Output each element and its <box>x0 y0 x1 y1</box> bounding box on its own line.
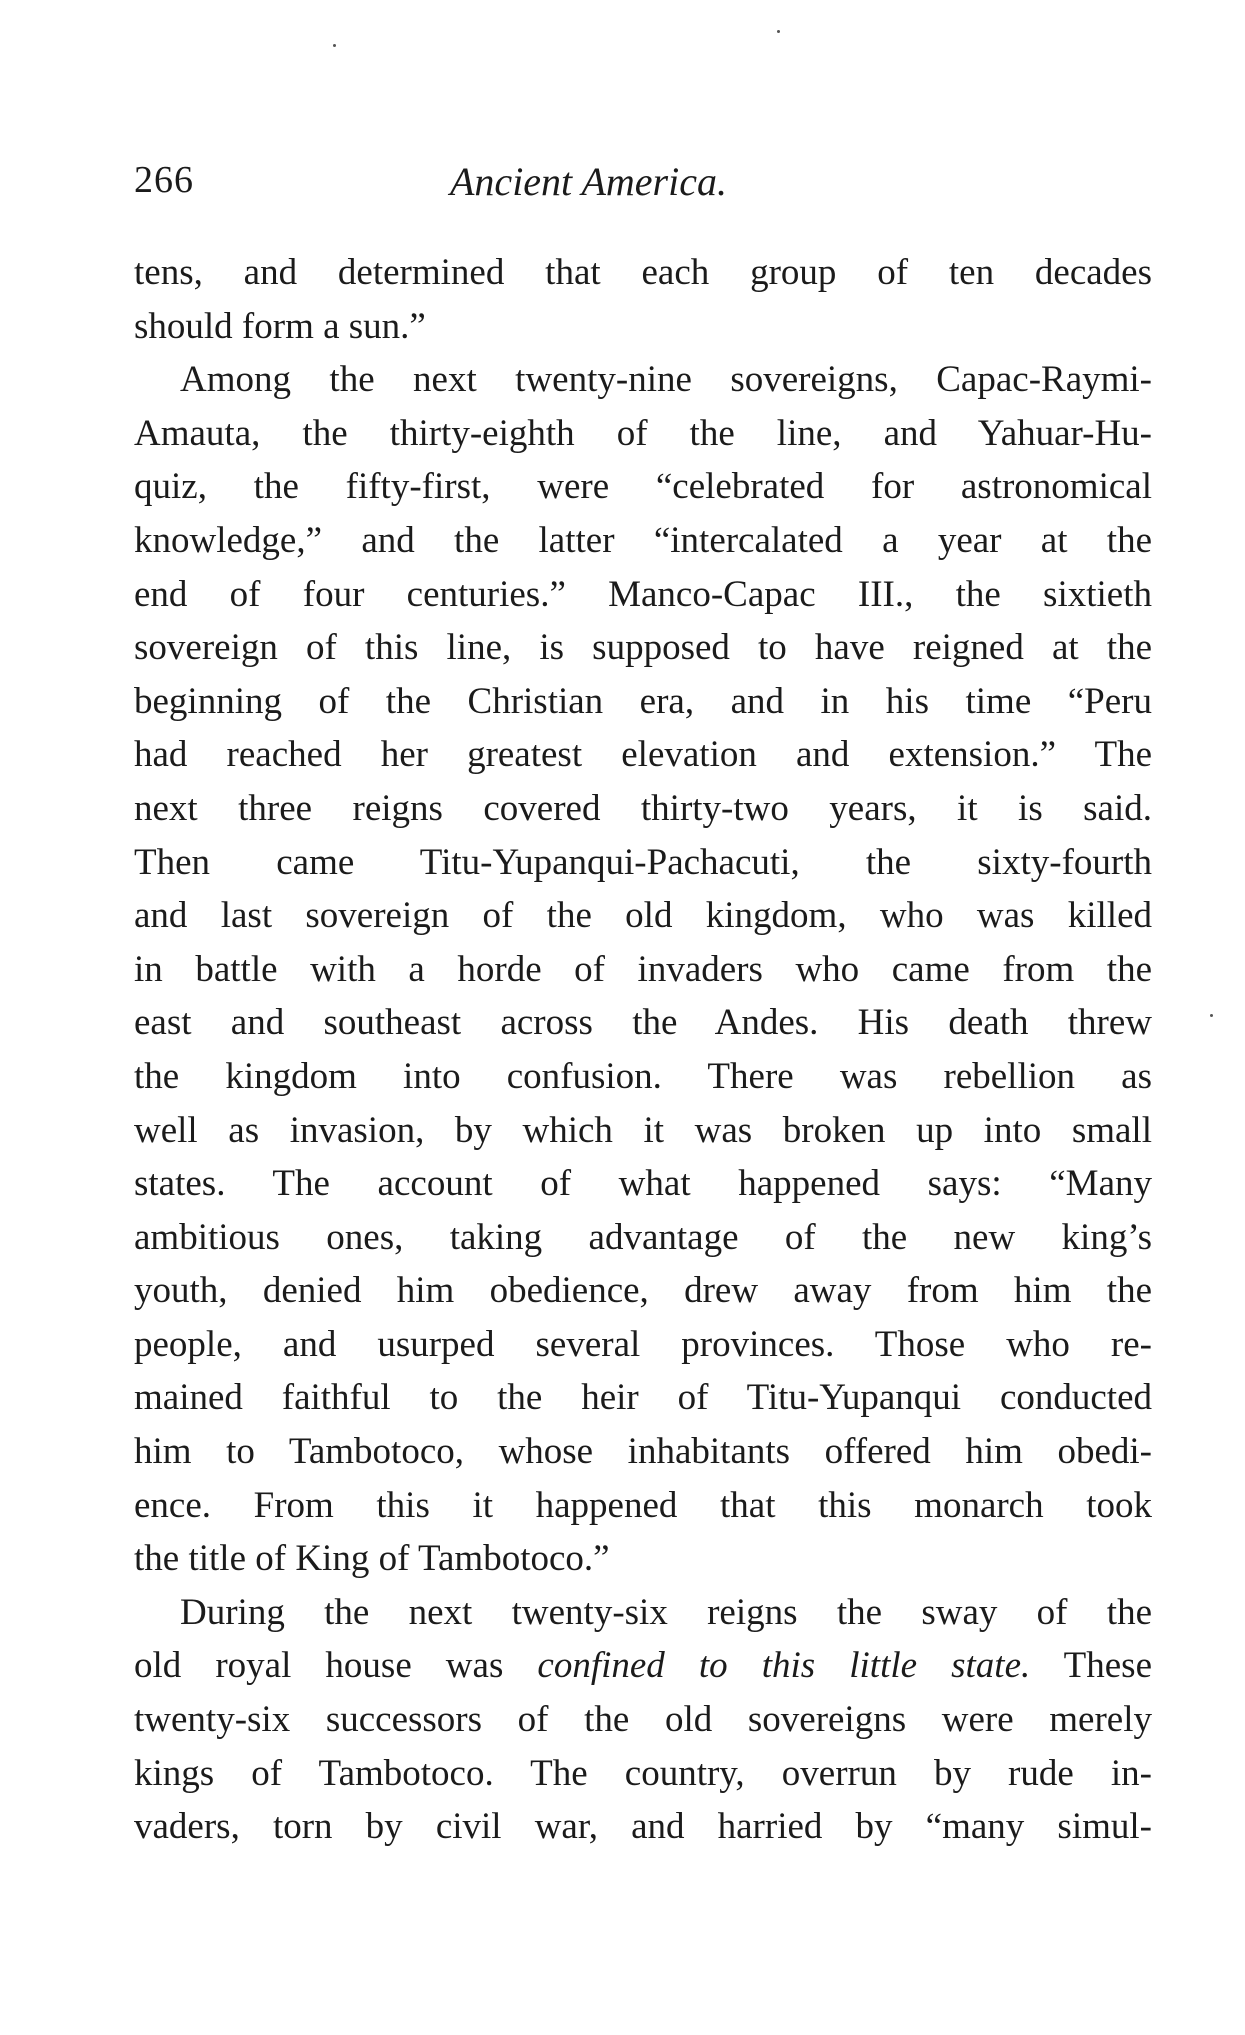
scan-speck <box>777 30 780 33</box>
italic-phrase: confined to this little state. <box>537 1645 1031 1687</box>
text-line: Among the next twenty-nine sovereigns, Capac-Raymi- <box>180 359 1152 401</box>
text-line: beginning of the Christian era, and in his time “Peru <box>134 680 1152 722</box>
text-line: twenty-six successors of the old sovereigns were merely <box>134 1699 1152 1741</box>
scan-speck <box>333 44 336 47</box>
text-line: old royal house was confined to this little state. These <box>134 1645 1152 1687</box>
running-title: Ancient America. <box>450 159 727 204</box>
text-line: had reached her greatest elevation and extension.” The <box>134 734 1152 776</box>
text-line: east and southeast across the Andes. His death threw <box>134 1002 1152 1044</box>
text-line: him to Tambotoco, whose inhabitants offered him obedi- <box>134 1431 1152 1473</box>
text-line: states. The account of what happened says: “Many <box>134 1163 1152 1205</box>
scan-speck <box>1210 1014 1213 1017</box>
text-line: During the next twenty-six reigns the sway of the <box>180 1591 1152 1633</box>
text-line: Amauta, the thirty-eighth of the line, and Yahuar-Hu- <box>134 412 1152 454</box>
text-line: vaders, torn by civil war, and harried by “many simul- <box>134 1806 1152 1848</box>
text-line: tens, and determined that each group of ten decades <box>134 252 1152 293</box>
text-line: sovereign of this line, is supposed to have reigned at the <box>134 627 1152 669</box>
text-line: end of four centuries.” Manco-Capac III., the sixtieth <box>134 573 1152 615</box>
text-line: Then came Titu-Yupanqui-Pachacuti, the sixty-fourth <box>134 841 1152 883</box>
text-line: the title of King of Tambotoco.” <box>134 1538 610 1580</box>
text-line: quiz, the fifty-first, were “celebrated for astronomical <box>134 466 1152 508</box>
body-text <box>134 246 1152 1854</box>
text-line: mained faithful to the heir of Titu-Yupanqui conducted <box>134 1377 1152 1419</box>
text-line: knowledge,” and the latter “intercalated a year at the <box>134 519 1152 561</box>
text-line: people, and usurped several provinces. Those who re- <box>134 1323 1152 1365</box>
text-line: in battle with a horde of invaders who came from the <box>134 948 1152 990</box>
text-line: ence. From this it happened that this monarch took <box>134 1484 1152 1526</box>
text-line: should form a sun.” <box>134 305 426 347</box>
text-line: youth, denied him obedience, drew away from him the <box>134 1270 1152 1312</box>
page-number: 266 <box>134 159 194 201</box>
page-header <box>134 158 1154 218</box>
text-line: the kingdom into confusion. There was rebellion as <box>134 1055 1152 1097</box>
text-line: next three reigns covered thirty-two years, it is said. <box>134 787 1152 829</box>
text-line: and last sovereign of the old kingdom, who was killed <box>134 895 1152 937</box>
text-line: ambitious ones, taking advantage of the new king’s <box>134 1216 1152 1258</box>
text-line: well as invasion, by which it was broken up into small <box>134 1109 1152 1151</box>
text-line: kings of Tambotoco. The country, overrun by rude in- <box>134 1752 1152 1794</box>
